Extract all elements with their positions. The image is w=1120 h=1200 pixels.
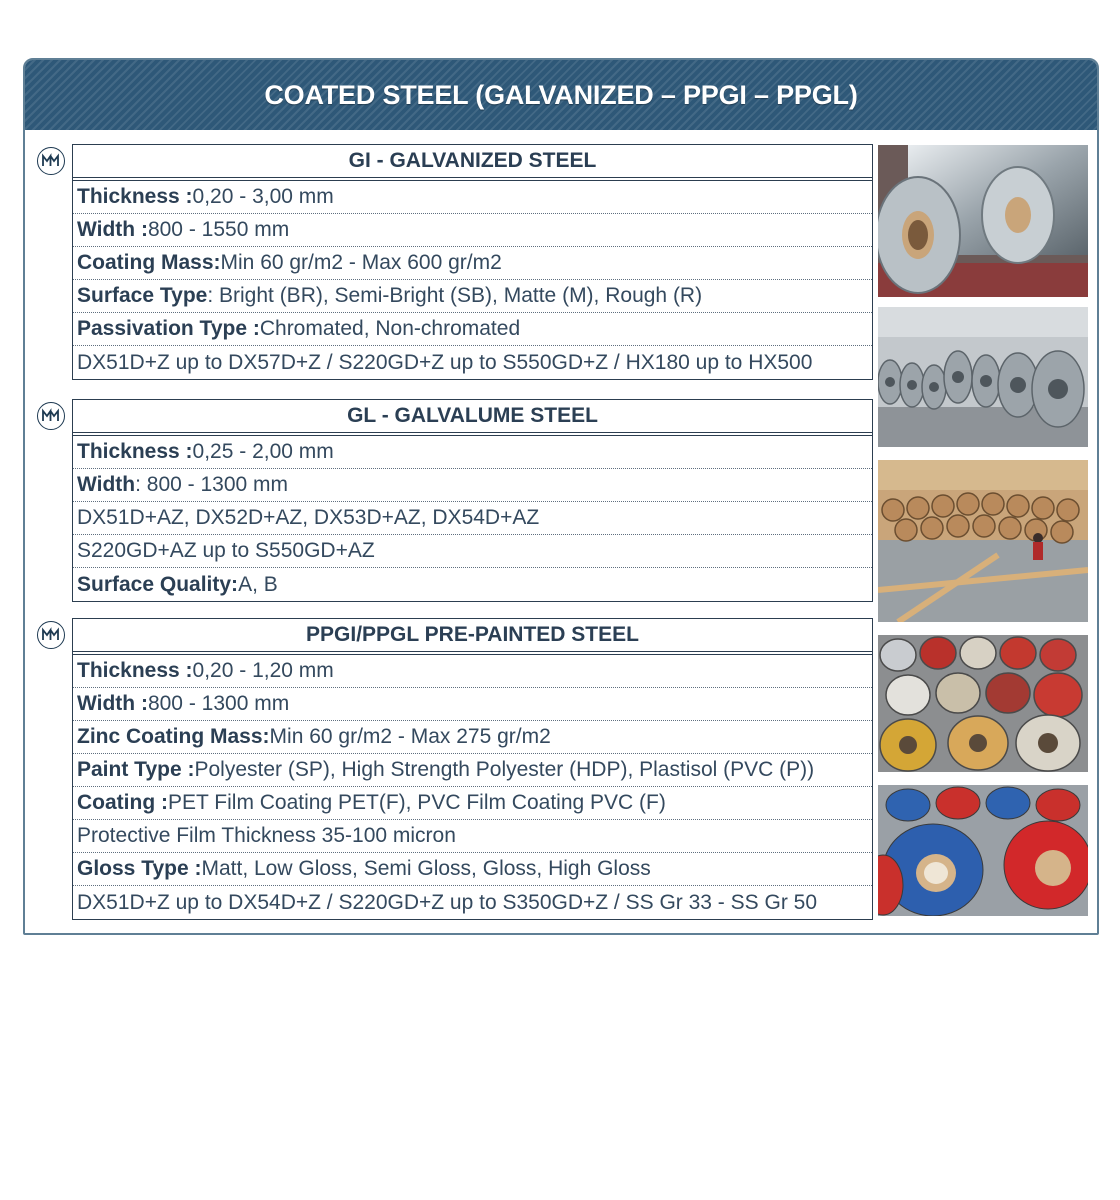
gl-spec-table xyxy=(72,399,873,602)
table-row: Surface Quality: A, B xyxy=(77,572,278,596)
table-row: Width : 800 - 1300 mm xyxy=(73,688,872,721)
galvanized-coils-photo xyxy=(878,145,1088,297)
table-row: DX51D+Z up to DX54D+Z / S220GD+Z up to S350GD+Z / SS Gr 33 - SS Gr 50 xyxy=(77,890,818,914)
table-row: Gloss Type : Matt, Low Gloss, Semi Gloss, Gloss, High Gloss xyxy=(73,853,872,886)
table-row: Thickness : 0,20 - 3,00 mm xyxy=(73,181,872,214)
table-row: DX51D+AZ, DX52D+AZ, DX53D+AZ, DX54D+AZ xyxy=(73,502,872,535)
table-row: Thickness : 0,20 - 1,20 mm xyxy=(73,655,872,688)
company-logo-icon xyxy=(37,621,65,649)
banner-title: COATED STEEL (GALVANIZED – PPGI – PPGL) xyxy=(264,79,858,110)
gl-table-title: GL - GALVALUME STEEL xyxy=(73,400,872,433)
title-banner xyxy=(25,60,1097,130)
painted-coils-stack-photo xyxy=(878,635,1088,772)
table-row: Protective Film Thickness 35-100 micron xyxy=(73,820,872,853)
loading-coils-photo xyxy=(878,460,1088,622)
gi-table-title: GI - GALVANIZED STEEL xyxy=(73,145,872,178)
gi-spec-table xyxy=(72,144,873,380)
table-row: Passivation Type : Chromated, Non-chromated xyxy=(73,313,872,346)
company-logo-icon xyxy=(37,147,65,175)
ppgi-table-title: PPGI/PPGL PRE-PAINTED STEEL xyxy=(73,619,872,652)
table-row: Paint Type : Polyester (SP), High Strength Polyester (HDP), Plastisol (PVC (P)) xyxy=(73,754,872,787)
table-row: DX51D+Z up to DX57D+Z / S220GD+Z up to S550GD+Z / HX180 up to HX500 xyxy=(77,350,813,374)
warehouse-coils-photo xyxy=(878,307,1088,447)
table-row: Surface Type : Bright (BR), Semi-Bright (SB), Matte (M), Rough (R) xyxy=(73,280,872,313)
ppgi-spec-table xyxy=(72,618,873,920)
table-row: Coating Mass: Min 60 gr/m2 - Max 600 gr/m2 xyxy=(73,247,872,280)
painted-coils-closeup-photo xyxy=(878,785,1088,916)
table-row: Thickness : 0,25 - 2,00 mm xyxy=(73,436,872,469)
company-logo-icon xyxy=(37,402,65,430)
table-row: Zinc Coating Mass: Min 60 gr/m2 - Max 275 gr/m2 xyxy=(73,721,872,754)
table-row: Coating : PET Film Coating PET(F), PVC Film Coating PVC (F) xyxy=(73,787,872,820)
table-row: Width : 800 - 1550 mm xyxy=(73,214,872,247)
table-row: Width : 800 - 1300 mm xyxy=(73,469,872,502)
table-row: S220GD+AZ up to S550GD+AZ xyxy=(73,535,872,568)
